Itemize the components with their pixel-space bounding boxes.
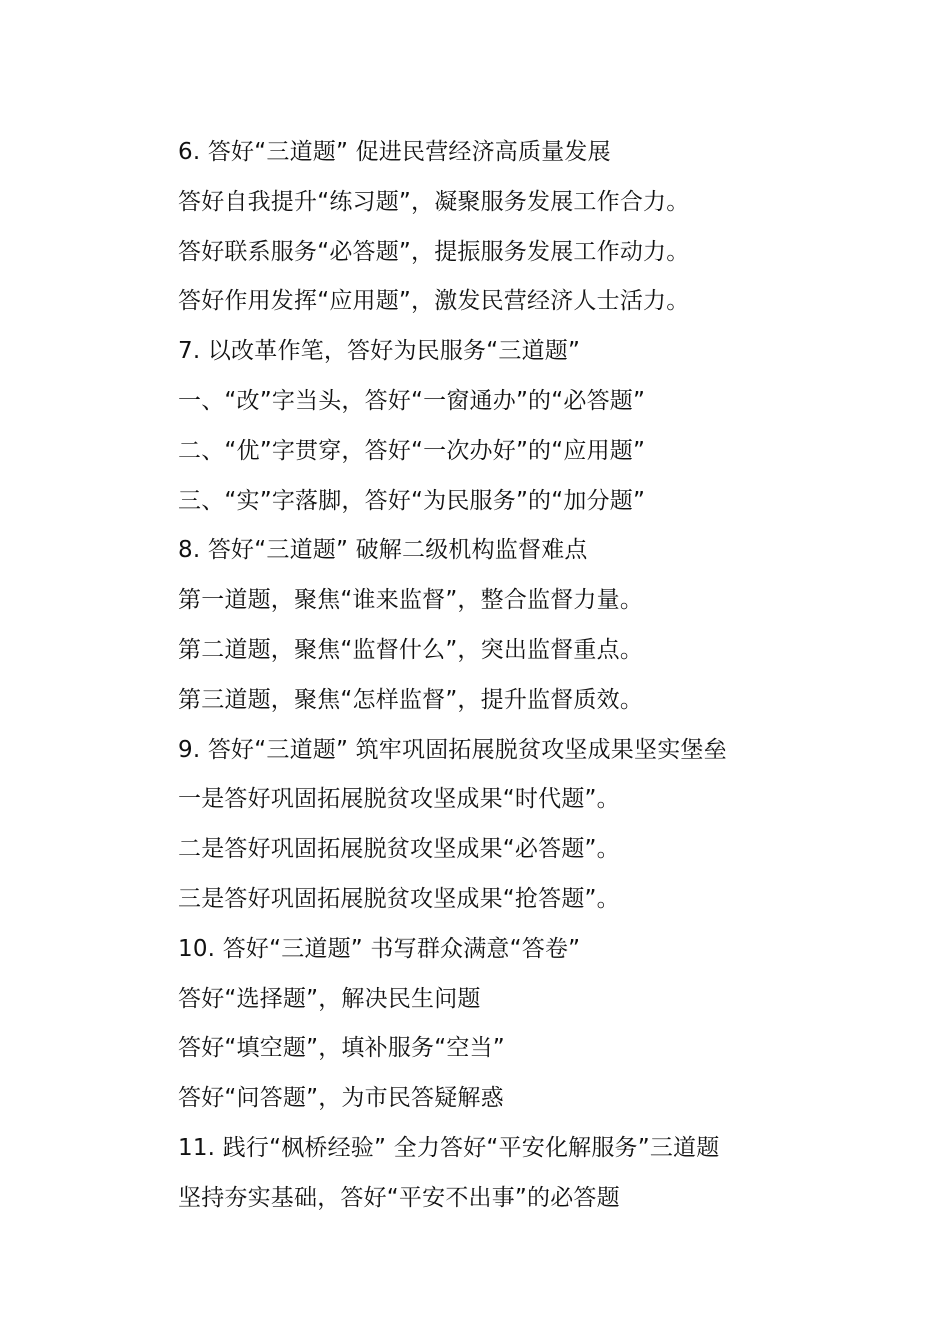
text-line: 答好联系服务“必答题”，提振服务发展工作动力。 (178, 238, 690, 265)
text-line: 二是答好巩固拓展脱贫攻坚成果“必答题”。 (178, 836, 620, 863)
text-line: 二、“优”字贯穿，答好“一次办好”的“应用题” (178, 437, 646, 464)
heading-7: 7. 以改革作笔，答好为民服务“三道题” (178, 338, 581, 365)
text-line: 三、“实”字落脚，答好“为民服务”的“加分题” (178, 487, 646, 514)
heading-11: 11. 践行“枫桥经验” 全力答好“平安化解服务”三道题 (178, 1134, 720, 1161)
text-line: 答好“问答题”，为市民答疑解惑 (178, 1085, 504, 1112)
text-line: 答好自我提升“练习题”，凝聚服务发展工作合力。 (178, 188, 690, 215)
heading-10: 10. 答好“三道题” 书写群众满意“答卷” (178, 935, 581, 962)
text-line: 坚持夯实基础，答好“平安不出事”的必答题 (178, 1184, 620, 1211)
text-line: 第一道题，聚焦“谁来监督”，整合监督力量。 (178, 587, 644, 614)
text-line: 第三道题，聚焦“怎样监督”，提升监督质效。 (178, 686, 644, 713)
heading-9: 9. 答好“三道题” 筑牢巩固拓展脱贫攻坚成果坚实堡垒 (178, 736, 727, 763)
text-line: 答好“填空题”，填补服务“空当” (178, 1035, 505, 1062)
text-line: 第二道题，聚焦“监督什么”，突出监督重点。 (178, 636, 644, 663)
text-line: 答好作用发挥“应用题”，激发民营经济人士活力。 (178, 288, 690, 315)
document-body (178, 128, 898, 1224)
heading-6: 6. 答好“三道题” 促进民营经济高质量发展 (178, 139, 611, 165)
heading-8: 8. 答好“三道题” 破解二级机构监督难点 (178, 537, 588, 564)
text-line: 一是答好巩固拓展脱贫攻坚成果“时代题”。 (178, 786, 620, 813)
text-line: 三是答好巩固拓展脱贫攻坚成果“抢答题”。 (178, 885, 620, 912)
text-line: 答好“选择题”，解决民生问题 (178, 985, 481, 1012)
text-line: 一、“改”字当头，答好“一窗通办”的“必答题” (178, 387, 646, 414)
